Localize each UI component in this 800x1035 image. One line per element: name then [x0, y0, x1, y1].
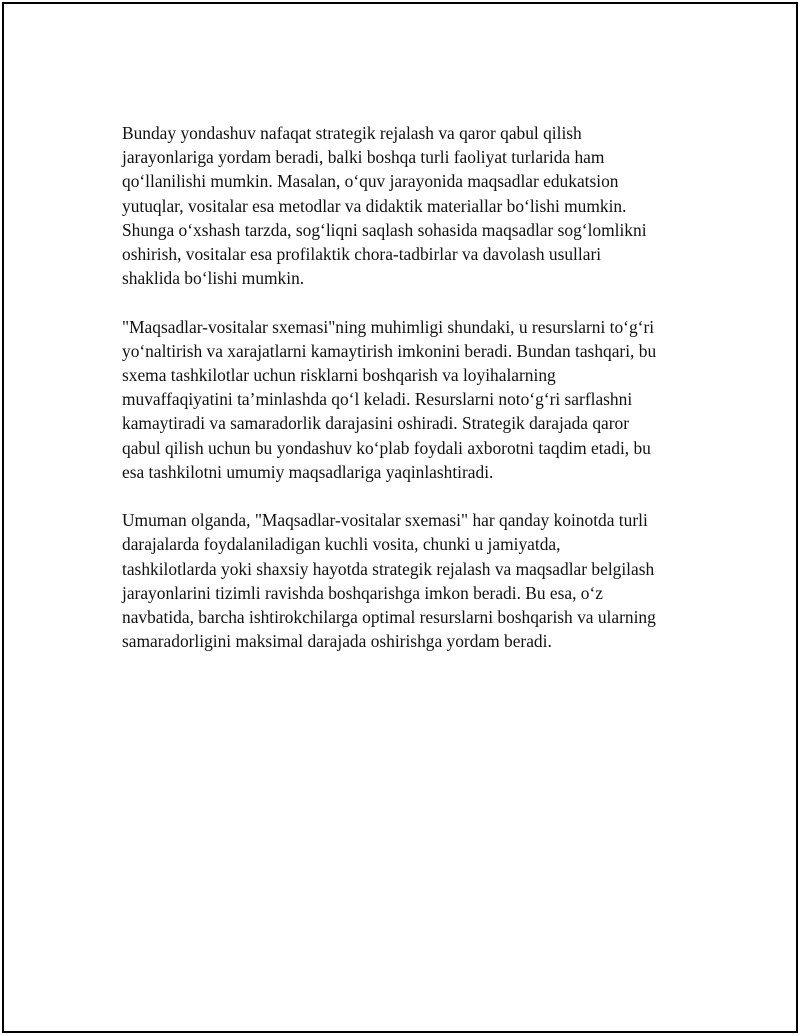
text-line: esa tashkilotni umumiy maqsadlariga yaqinlashtiradi. [122, 461, 494, 482]
text-line: qabul qilish uchun bu yondashuv ko‘plab foydali axborotni taqdim etadi, bu [122, 437, 651, 458]
text-line: oshirish, vositalar esa profilaktik chora-tadbirlar va davolash usullari [122, 244, 602, 265]
text-line: jarayonlariga yordam beradi, balki boshqa turli faoliyat turlarida ham [122, 147, 605, 168]
text-line: navbatida, barcha ishtirokchilarga optimal resurslarni boshqarish va ularning [122, 607, 656, 628]
text-line: sxema tashkilotlar uchun risklarni boshqarish va loyihalarning [122, 365, 556, 386]
text-line: yo‘naltirish va xarajatlarni kamaytirish imkonini beradi. Bundan tashqari, bu [122, 340, 657, 361]
paragraph-2 [122, 315, 702, 484]
text-line: darajalarda foydalaniladigan kuchli vosita, chunki u jamiyatda, [122, 534, 561, 555]
text-line: qo‘llanilishi mumkin. Masalan, o‘quv jarayonida maqsadlar edukatsion [122, 171, 619, 192]
text-line: yutuqlar, vositalar esa metodlar va didaktik materiallar bo‘lishi mumkin. [122, 195, 627, 216]
text-line: Umuman olganda, "Maqsadlar-vositalar sxemasi" har qanday koinotda turli [122, 510, 648, 531]
text-line: muvaffaqiyatini ta’minlashda qo‘l keladi. Resurslarni noto‘g‘ri sarflashni [122, 389, 633, 410]
text-line: jarayonlarini tizimli ravishda boshqarishga imkon beradi. Bu esa, o‘z [122, 582, 604, 603]
paragraph-3 [122, 508, 702, 653]
page-frame [2, 2, 798, 1033]
text-line: shaklida bo‘lishi mumkin. [122, 268, 305, 289]
text-line: kamaytiradi va samaradorlik darajasini oshiradi. Strategik darajada qaror [122, 413, 630, 434]
text-line: samaradorligini maksimal darajada oshirishga yordam beradi. [122, 631, 552, 652]
text-line: tashkilotlarda yoki shaxsiy hayotda strategik rejalash va maqsadlar belgilash [122, 558, 655, 579]
paragraph-1 [122, 121, 702, 290]
text-line: "Maqsadlar-vositalar sxemasi"ning muhimligi shundaki, u resurslarni to‘g‘ri [122, 316, 655, 337]
text-line: Bunday yondashuv nafaqat strategik rejalash va qaror qabul qilish [122, 123, 582, 143]
document-body [122, 121, 702, 678]
text-line: Shunga o‘xshash tarzda, sog‘liqni saqlash sohasida maqsadlar sog‘lomlikni [122, 219, 647, 240]
